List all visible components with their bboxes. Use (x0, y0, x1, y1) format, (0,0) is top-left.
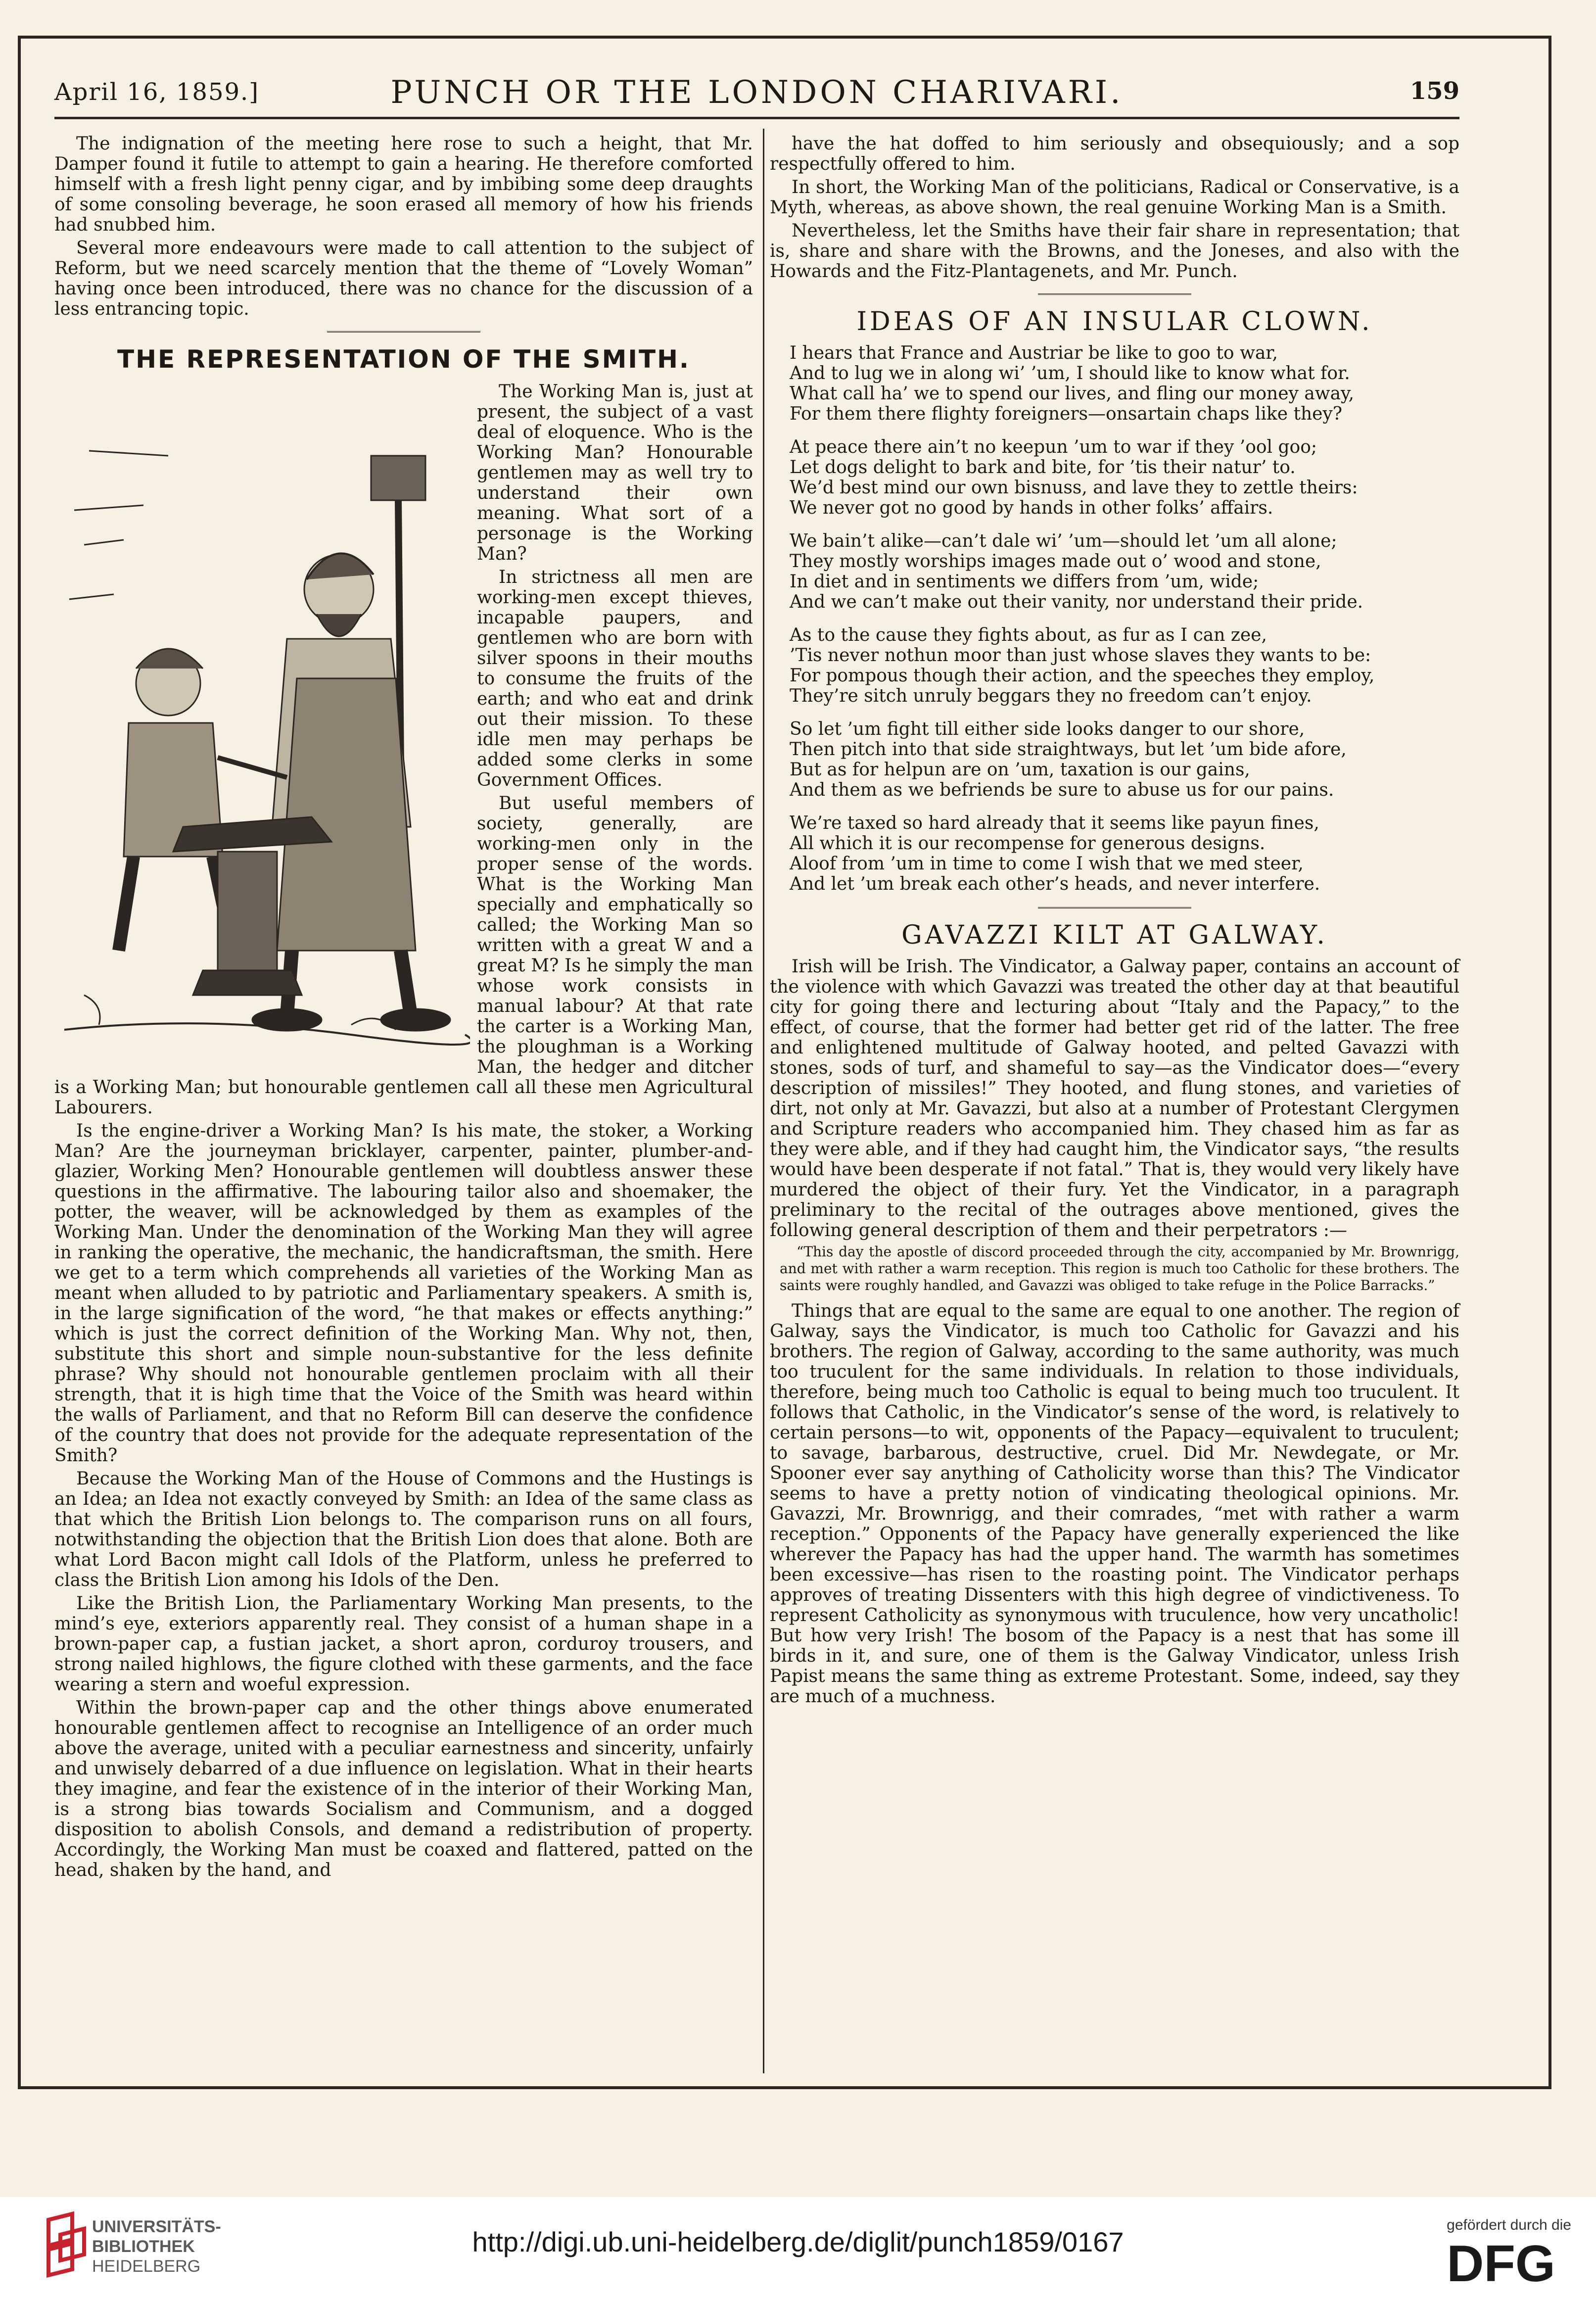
verse-line: We’re taxed so hard already that it seems like payun fines, (790, 813, 1319, 833)
verse-line: ’Tis never nothun moor than just whose slaves they wants to be: (790, 645, 1371, 666)
stanza (770, 719, 1459, 800)
verse-line: All which it is our recompense for generous designs. (790, 833, 1266, 854)
stanza (770, 625, 1459, 706)
stanza (770, 343, 1459, 424)
poem-heading: IDEAS OF AN INSULAR CLOWN. (856, 307, 1373, 336)
paragraph: The Working Man is, just at present, the subject of a vast deal of eloquence. Who is the Working Man? Honourable gentlemen may as well try to understand their own meaning. What sort of a personage is the Working Man? (477, 382, 753, 564)
verse-line: We’d best mind our own bisnuss, and lave they to zettle theirs: (790, 478, 1358, 498)
dfg-logo-icon (1432, 2238, 1570, 2287)
paragraph: In strictness all men are working-men except thieves, incapable paupers, and gentlemen who are born with silver spoons in their mouths to consume the fruits of the earth; and who eat and drink out their mission. To these idle men may perhaps be added some clerks in some Government Offices. (477, 567, 753, 790)
right-column (770, 134, 1459, 1710)
section-rule (327, 331, 480, 333)
verse-line: For pompous though their action, and the speeches they employ, (790, 666, 1375, 686)
page-header (54, 74, 1459, 114)
verse-line: They mostly worships images made out o’ wood and stone, (790, 551, 1321, 572)
verse-line: We never got no good by hands in other folks’ affairs. (790, 498, 1273, 518)
paragraph: Things that are equal to the same are equal to one another. The region of Galway, says the Vindicator, is much too Catholic for Gavazzi and his brothers. The region of Galway, according to the same authority, was much too truculent for the same individuals. In relation to those individuals, therefore, being much too Catholic is equal to being much too truculent. It follows that Catholic, in the Vindicator’s sense of the word, is relatively to certain persons—to wit, opponents of the Papacy—equivalent to truculent; to savage, barbarous, destructive, cruel. Did Mr. Newdegate, or Mr. Spooner ever say anything of Catholicity worse than this? The Vindicator seems to have a pretty notion of vindicating theological opinions. Mr. Gavazzi, Mr. Brownrigg, and their comrades, “met with rather a warm reception.” Opponents of the Papacy have generally experienced the like wherever the Papacy has had the upper hand. The warmth has sometimes been excessive—has risen to the roasting point. The Vindicator perhaps approves of treating Dissenters with this high degree of vindictiveness. To represent Catholicity as synonymous with truculence, how very uncatholic! But how very Irish! The bosom of the Papacy is a nest that has some ill birds in it, and sure, one of them is the Galway Vindicator, unless Irish Papist means the same thing as extreme Protestant. Some, indeed, say they are much of a muchness. (770, 1301, 1459, 1707)
header-rule (54, 117, 1459, 119)
verse-line: Aloof from ’um in time to come I wish that we med steer, (790, 854, 1304, 874)
verse-line: And we can’t make out their vanity, nor understand their pride. (790, 592, 1363, 612)
paragraph: Several more endeavours were made to call attention to the subject of Reform, but we need scarcely mention that the theme of “Lovely Woman” having once been introduced, there was no chance for the discussion of a less entrancing topic. (54, 238, 753, 319)
smith-illustration (54, 382, 470, 1054)
verse-line: They’re sitch unruly beggars they no freedom can’t enjoy. (790, 686, 1312, 706)
paragraph: Nevertheless, let the Smiths have their fair share in representation; that is, share and share with the Browns, and the Joneses, and also with the Howards and the Fitz-Plantagenets, and Mr. Punch. (770, 221, 1459, 282)
illustrated-article (54, 382, 753, 1118)
issue-date: April 16, 1859.] (54, 78, 260, 106)
page-number: 159 (1409, 77, 1459, 105)
verse-line: I hears that France and Austriar be like to goo to war, (790, 343, 1278, 363)
verse-line: And them as we befriends be sure to abuse us for our pains. (790, 780, 1334, 800)
library-name-line: BIBLIOTHEK (92, 2237, 195, 2256)
footer-bar (0, 2197, 1596, 2298)
paragraph: In short, the Working Man of the politicians, Radical or Conservative, is a Myth, whereas, as above shown, the real genuine Working Man is a Smith. (770, 177, 1459, 218)
verse-line: For them there flighty foreigners—onsartain chaps like they? (790, 404, 1343, 424)
paragraph: Is the engine-driver a Working Man? Is his mate, the stoker, a Working Man? Are the journeyman bricklayer, carpenter, painter, plumber-and-glazier, Working Men? Honourable gentlemen will doubtless answer these questions in the affirmative. The labouring tailor also and shoemaker, the potter, the weaver, will be acknowledged by them as examples of the Working Man. Under the denomination of the Working Man they will agree in ranking the operative, the mechanic, the handicraftsman, the smith. Here we get to a term which comprehends all varieties of the Working Man as meant when alluded to by patriotic and Parliamentary speakers. A smith is, in the large signification of the word, “he that makes or effects anything:” which is just the correct definition of the Working Man. Why not, then, substitute this short and simple noun-substantive for the less definite phrase? Why should not honourable gentlemen proclaim with all their strength, that it is high time that the Voice of the Smith was heard within the walls of Parliament, and that no Reform Bill can deserve the confidence of the country that does not provide for the adequate representation of the Smith? (54, 1121, 753, 1466)
verse-line: Let dogs delight to bark and bite, for ’tis their natur’ to. (790, 457, 1296, 478)
verse-line: As to the cause they fights about, as fur as I can zee, (790, 625, 1267, 645)
stanza (770, 437, 1459, 518)
dfg-logo-text: DFG (1447, 2238, 1555, 2287)
verse-line: What call ha’ we to spend our lives, and fling our money away, (790, 383, 1355, 404)
stanza (770, 813, 1459, 894)
verse-line: And to lug we in along wi’ ’um, I should like to know what for. (790, 363, 1350, 383)
paragraph: have the hat doffed to him seriously and obsequiously; and a sop respectfully offered to him. (770, 134, 1459, 174)
poem (770, 343, 1459, 894)
verse-line: In diet and in sentiments we differs from ’um, wide; (790, 572, 1259, 592)
section-rule (1038, 293, 1191, 295)
article-heading: GAVAZZI KILT AT GALWAY. (901, 920, 1328, 950)
left-column (54, 134, 753, 1883)
verse-line: Then pitch into that side straightways, but let ’um bide afore, (790, 739, 1347, 760)
verse-line: So let ’um fight till either side looks danger to our shore, (790, 719, 1305, 739)
verse-line: And let ’um break each other’s heads, and never interfere. (790, 874, 1320, 894)
paragraph: Irish will be Irish. The Vindicator, a Galway paper, contains an account of the violence with which Gavazzi was treated the other day at that beautiful city for going there and lecturing about “Italy and the Papacy,” to the effect, of course, that the former had better get rid of the latter. The free and enlightened multitude of Galway hooted, and pelted Gavazzi with stones, sods of turf, and shameful to say—as the Vindicator does—“every description of missiles!” They hooted, and flung stones, and varieties of dirt, not only at Mr. Gavazzi, but also at a number of Protestant Clergymen and Scripture readers who accompanied him. They chased him as far as they were able, and if they had caught him, the Vindicator says, “the results would have been desperate if not fatal.” That is, they would very likely have murdered the object of their fury. Yet the Vindicator, in a paragraph preliminary to the recital of the outrages above mentioned, gives the following general description of them and their perpetrators :— (770, 957, 1459, 1241)
column-divider (763, 129, 764, 2073)
verse-line: At peace there ain’t no keepun ’um to war if they ’ool goo; (790, 437, 1317, 457)
library-name-line: UNIVERSITÄTS- (92, 2217, 221, 2236)
paragraph: But useful members of society, generally, are working-men only in the proper sense of the words. What is the Working Man specially and emphatically so called; the Working Man so written with a great W and a great M? Is he simply the man whose work consists in manual labour? At that rate the carter is a Working Man, the ploughman is a Working Man, the hedger and ditcher is a Working Man; but honourable gentlemen call all these men Agricultural Labourers. (54, 793, 753, 1118)
paragraph: Within the brown-paper cap and the other things above enumerated honourable gentlemen affect to recognise an Intelligence of an order much above the average, united with a peculiar earnestness and sincerity, unfairly and unwisely debarred of a due influence on legislation. What in their hearts they imagine, and fear the existence of in the interior of their Working Man, is a strong bias towards Socialism and Communism, and a dogged disposition to abolish Consols, and demand a redistribution of property. Accordingly, the Working Man must be coaxed and flattered, patted on the head, shaken by the hand, and (54, 1698, 753, 1880)
paragraph: Because the Working Man of the House of Commons and the Hustings is an Idea; an Idea not exactly conveyed by Smith: an Idea of the same class as that which the British Lion belongs to. The comparison runs on all fours, notwithstanding the objection that the British Lion does that alone. Both are what Lord Bacon might call Idols of the Platform, unless he preferred to class the British Lion among his Idols of the Den. (54, 1469, 753, 1590)
verse-line: We bain’t alike—can’t dale wi’ ’um—should let ’um all alone; (790, 531, 1337, 551)
source-url-link[interactable]: http://digi.ub.uni-heidelberg.de/diglit/punch1859/0167 (472, 2226, 1124, 2257)
paragraph: Like the British Lion, the Parliamentary Working Man presents, to the mind’s eye, exteriors apparently real. They consist of a human shape in a brown-paper cap, a fustian jacket, a short apron, corduroy trousers, and strong nailed highlows, the figure clothed with these garments, and the face wearing a stern and woeful expression. (54, 1593, 753, 1695)
section-rule (1038, 907, 1191, 909)
funding-note: gefördert durch die (1447, 2217, 1571, 2233)
masthead-title: PUNCH OR THE LONDON CHARIVARI. (390, 74, 1124, 111)
paragraph: The indignation of the meeting here rose to such a height, that Mr. Damper found it futile to attempt to gain a hearing. He therefore comforted himself with a fresh light penny cigar, and by imbibing some deep draughts of some consoling beverage, he soon erased all memory of how his friends had snubbed him. (54, 134, 753, 235)
verse-line: But as for helpun are on ’um, taxation is our gains, (790, 760, 1250, 780)
library-name-line: HEIDELBERG (92, 2257, 201, 2276)
article-heading: THE REPRESENTATION OF THE SMITH. (117, 345, 690, 374)
block-quote: “This day the apostle of discord proceeded through the city, accompanied by Mr. Brownrigg, and met with rather a warm reception. This region is much too Catholic for these brothers. The saints were roughly handled, and Gavazzi was obliged to take refuge in the Police Barracks.” (780, 1244, 1459, 1293)
stanza (770, 531, 1459, 612)
